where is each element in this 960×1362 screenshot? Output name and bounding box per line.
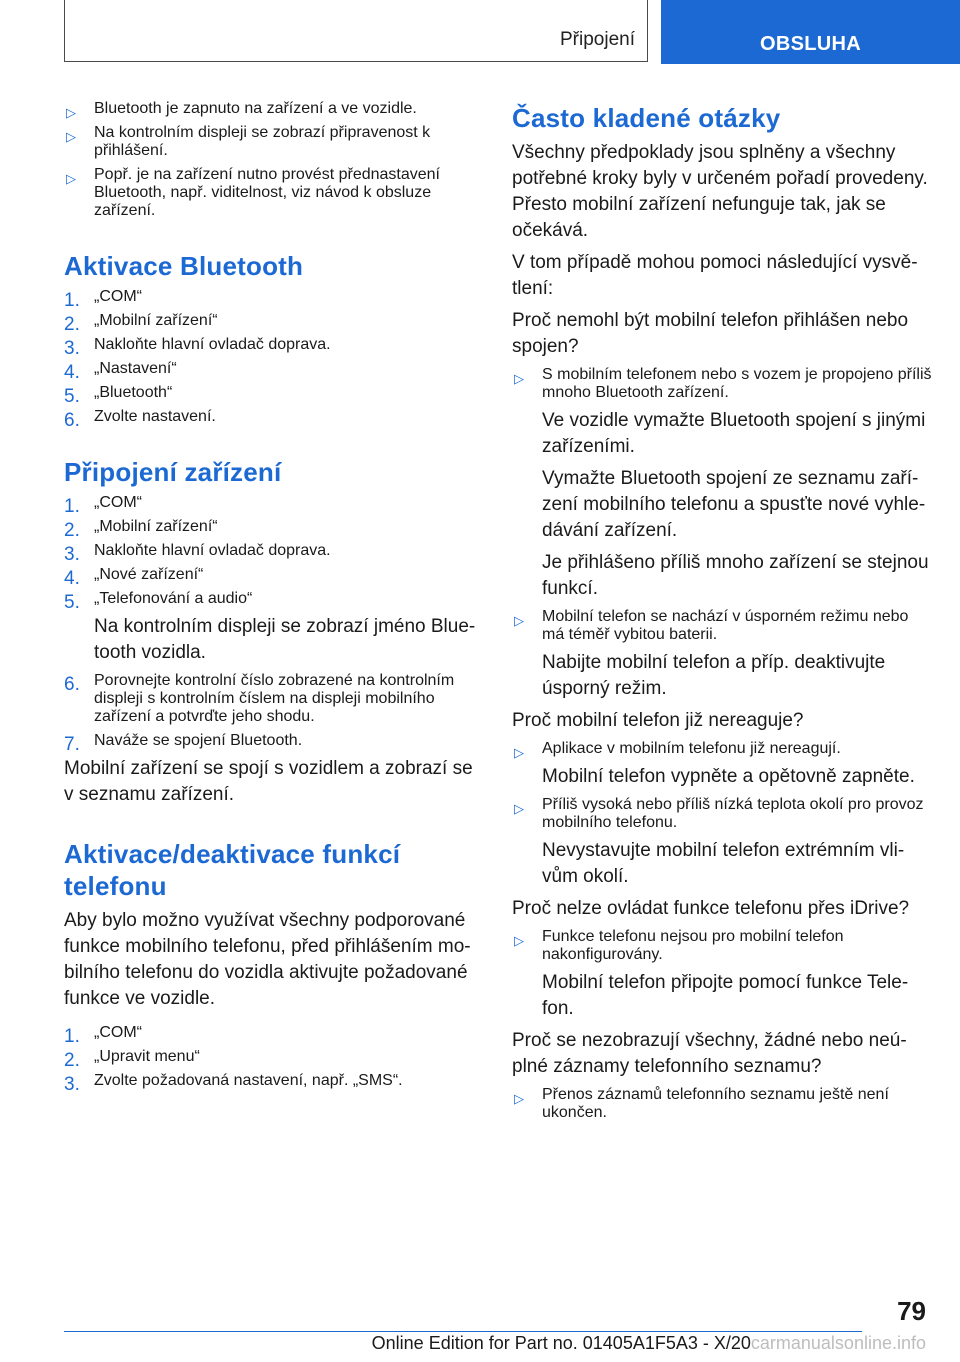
- step-number: 5.: [64, 592, 80, 613]
- bullet-text: Popř. je na zařízení nutno provést přednastavení Bluetooth, např. viditelnost, viz návod k obsluze zařízení.: [94, 166, 440, 219]
- step-number: 2.: [64, 1050, 80, 1071]
- functions-intro: Aby bylo možno využívat všechny podporované funkce mobilního telefonu, před přihlášením mobilního telefonu do vozidla aktivujte požadované funkce ve vozidle.: [64, 910, 471, 1009]
- faq-question-3: Proč nelze ovládat funkce telefonu přes iDrive?: [512, 898, 910, 919]
- bullet-item: [512, 608, 932, 644]
- functions-steps: [64, 1024, 476, 1095]
- bullet-item: [512, 740, 932, 758]
- step-text: „Upravit menu“: [94, 1048, 200, 1065]
- triangle-right-outline-icon: ▷: [514, 613, 524, 628]
- step-item: [64, 408, 476, 431]
- bullet-note: Mobilní telefon vypněte a opětovně zapněte.: [542, 766, 915, 787]
- bullet-note: Je přihlášeno příliš mnoho zařízení se stejnou funkcí.: [542, 552, 929, 599]
- faq-answers-1: [512, 366, 932, 702]
- step-number: 7.: [64, 734, 80, 755]
- triangle-right-outline-icon: ▷: [66, 171, 76, 186]
- step-text: „Bluetooth“: [94, 384, 173, 401]
- header-section-title: Připojení: [560, 29, 635, 50]
- bullet-note: Vymažte Bluetooth spojení ze seznamu zařízení mobilního telefonu a spusťte nové vyhledávání zařízení.: [542, 468, 926, 541]
- step-text: Zvolte požadovaná nastavení, např. „SMS“.: [94, 1072, 403, 1089]
- step-text: „Nové zařízení“: [94, 566, 204, 583]
- step-item: [64, 518, 476, 541]
- triangle-right-outline-icon: ▷: [66, 129, 76, 144]
- faq-question-4: Proč se nezobrazují všechny, žádné nebo neúplné záznamy telefonního seznamu?: [512, 1030, 907, 1077]
- step-text: „COM“: [94, 494, 142, 511]
- pairing-steps: [64, 494, 476, 755]
- bullet-text: Na kontrolním displeji se zobrazí připravenost k přihlášení.: [94, 124, 431, 159]
- step-item: [64, 1048, 476, 1071]
- bullet-text: Funkce telefonu nejsou pro mobilní telefon nakonfigurovány.: [542, 928, 844, 963]
- step-text: Nakloňte hlavní ovladač doprava.: [94, 336, 331, 353]
- step-number: 3.: [64, 1074, 80, 1095]
- faq-answers-4: [512, 1086, 932, 1122]
- step-text: „COM“: [94, 1024, 142, 1041]
- header-section-box: [64, 0, 648, 62]
- bullet-item: [512, 928, 932, 964]
- bullet-item: [512, 1086, 932, 1122]
- page-number: 79: [897, 1296, 926, 1326]
- faq-question-2: Proč mobilní telefon již nereaguje?: [512, 710, 804, 731]
- triangle-right-outline-icon: ▷: [514, 371, 524, 386]
- bullet-note: Ve vozidle vymažte Bluetooth spojení s jinými zařízeními.: [542, 410, 926, 457]
- triangle-right-outline-icon: ▷: [514, 801, 524, 816]
- left-column: [64, 100, 476, 1096]
- footer-edition: [372, 1333, 926, 1354]
- faq-intro-2: V tom případě mohou pomoci následující vysvětlení:: [512, 252, 918, 299]
- watermark-text: carmanualsonline.info: [750, 1333, 926, 1353]
- bullet-note: Nevystavujte mobilní telefon extrémním vlivům okolí.: [542, 840, 905, 887]
- step-text: Porovnejte kontrolní číslo zobrazené na kontrolním displeji s kontrolním číslem na displeji mobilního zařízení a potvrďte jeho shodu.: [94, 672, 455, 725]
- step-text: Naváže se spojení Bluetooth.: [94, 732, 303, 749]
- step-text: Nakloňte hlavní ovladač doprava.: [94, 542, 331, 559]
- step-item: [64, 590, 476, 613]
- step-number: 1.: [64, 290, 80, 311]
- step-item: [64, 384, 476, 407]
- step-number: 6.: [64, 674, 80, 695]
- step-item: [64, 672, 476, 726]
- step-text: „Nastavení“: [94, 360, 177, 377]
- bullet-item: [512, 796, 932, 832]
- step-text: „COM“: [94, 288, 142, 305]
- bullet-note: Nabijte mobilní telefon a příp. deaktivujte úsporný režim.: [542, 652, 886, 699]
- bullet-item: [64, 166, 476, 220]
- pairing-result-text: Mobilní zařízení se spojí s vozidlem a zobrazí se v seznamu zařízení.: [64, 758, 473, 805]
- step-number: 3.: [64, 544, 80, 565]
- activation-steps: [64, 288, 476, 431]
- step-number: 6.: [64, 410, 80, 431]
- bullet-text: Bluetooth je zapnuto na zařízení a ve vozidle.: [94, 100, 417, 117]
- triangle-right-outline-icon: ▷: [514, 933, 524, 948]
- step-note: Na kontrolním displeji se zobrazí jméno Bluetooth vozidla.: [94, 616, 476, 663]
- faq-intro-1: Všechny předpoklady jsou splněny a všechny potřebné kroky byly v určeném pořadí provedeny. Přesto mobilní zařízení nefunguje tak, jak se očekává.: [512, 142, 928, 241]
- step-number: 5.: [64, 386, 80, 407]
- step-item: [64, 336, 476, 359]
- section-title-faq: Často kladené otázky: [512, 103, 781, 133]
- step-item: [64, 288, 476, 311]
- edition-text: Online Edition for Part no. 01405A1F5A3 - X/20: [371, 1333, 751, 1353]
- step-item: [64, 1072, 476, 1095]
- intro-bullets: [64, 100, 476, 220]
- bullet-text: Příliš vysoká nebo příliš nízká teplota okolí pro provoz mobilního telefonu.: [542, 796, 924, 831]
- step-number: 2.: [64, 520, 80, 541]
- bullet-text: S mobilním telefonem nebo s vozem je propojeno příliš mnoho Bluetooth zařízení.: [542, 366, 932, 401]
- step-item: [64, 360, 476, 383]
- triangle-right-outline-icon: ▷: [514, 1091, 524, 1106]
- bullet-text: Mobilní telefon se nachází v úsporném režimu nebo má téměř vybitou baterii.: [542, 608, 909, 643]
- step-item: [64, 494, 476, 517]
- step-item: [64, 312, 476, 335]
- step-number: 1.: [64, 496, 80, 517]
- footer-rule: [64, 1331, 862, 1332]
- triangle-right-outline-icon: ▷: [66, 105, 76, 120]
- step-text: „Mobilní zařízení“: [94, 518, 218, 535]
- step-item: [64, 566, 476, 589]
- step-item: [64, 1024, 476, 1047]
- right-column: [512, 100, 932, 1128]
- step-item: [64, 732, 476, 755]
- step-text: „Mobilní zařízení“: [94, 312, 218, 329]
- bullet-note: Mobilní telefon připojte pomocí funkce Telefon.: [542, 972, 909, 1019]
- step-text: „Telefonování a audio“: [94, 590, 253, 607]
- faq-answers-2: [512, 740, 932, 890]
- bullet-text: Přenos záznamů telefonního seznamu ještě není ukončen.: [542, 1086, 889, 1121]
- step-number: 4.: [64, 362, 80, 383]
- triangle-right-outline-icon: ▷: [514, 745, 524, 760]
- faq-question-1: Proč nemohl být mobilní telefon přihlášen nebo spojen?: [512, 310, 909, 357]
- faq-answers-3: [512, 928, 932, 1022]
- step-number: 3.: [64, 338, 80, 359]
- bullet-text: Aplikace v mobilním telefonu již nereagují.: [542, 740, 841, 757]
- step-number: 4.: [64, 568, 80, 589]
- bullet-item: [64, 124, 476, 160]
- step-number: 1.: [64, 1026, 80, 1047]
- bullet-item: [512, 366, 932, 402]
- chapter-label: OBSLUHA: [760, 32, 861, 55]
- section-title-activation: Aktivace Bluetooth: [64, 251, 304, 281]
- bullet-item: [64, 100, 476, 118]
- step-text: Zvolte nastavení.: [94, 408, 216, 425]
- step-number: 2.: [64, 314, 80, 335]
- step-item: [64, 542, 476, 565]
- section-title-pairing: Připojení zařízení: [64, 457, 282, 487]
- section-title-functions: Aktivace/deaktivace funkcí telefonu: [64, 839, 401, 901]
- page-header: [64, 0, 960, 64]
- chapter-tab: [661, 0, 960, 64]
